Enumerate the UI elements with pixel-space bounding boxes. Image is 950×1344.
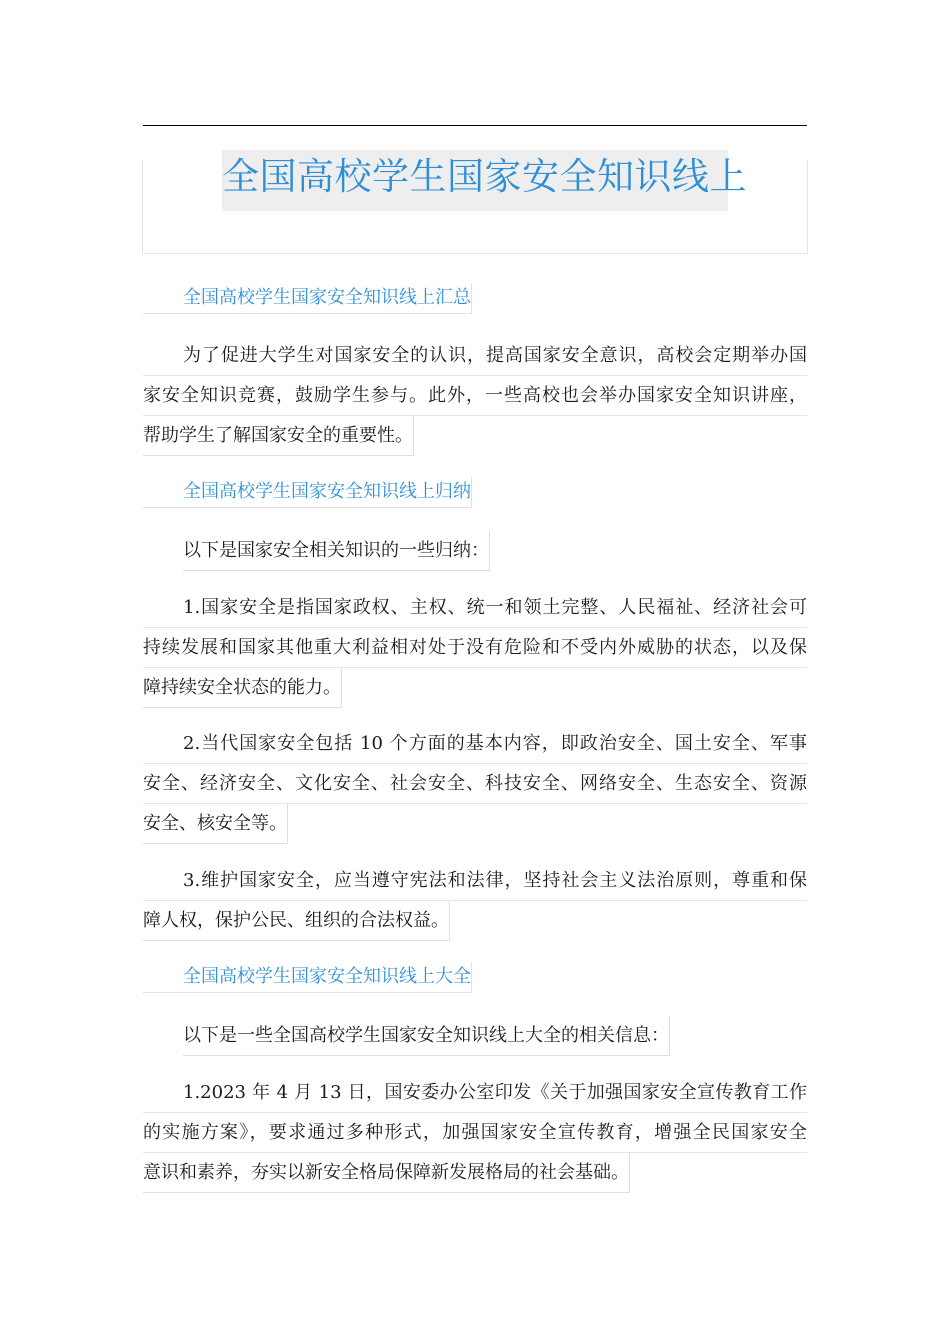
- paragraph-line: 为了促进大学生对国家安全的认识，提高国家安全意识，高校会定期举办国: [143, 336, 807, 376]
- paragraph-line: 1.2023 年 4 月 13 日，国安委办公室印发《关于加强国家安全宣传教育工作: [143, 1073, 807, 1113]
- section-heading-summary: 全国高校学生国家安全知识线上汇总: [143, 283, 472, 314]
- paragraph-line: 安全、核安全等。: [143, 804, 288, 844]
- paragraph-line: 持续发展和国家其他重大利益相对处于没有危险和不受内外威胁的状态，以及保: [143, 628, 807, 668]
- paragraph: [143, 588, 807, 708]
- paragraph-line: 障人权，保护公民、组织的合法权益。: [143, 901, 450, 941]
- section-heading-induction: 全国高校学生国家安全知识线上归纳: [143, 477, 472, 508]
- paragraph-line: 帮助学生了解国家安全的重要性。: [143, 416, 414, 456]
- paragraph-line: 障持续安全状态的能力。: [143, 668, 342, 708]
- section-heading-complete: 全国高校学生国家安全知识线上大全: [143, 962, 472, 993]
- paragraph-line: 家安全知识竞赛，鼓励学生参与。此外，一些高校也会举办国家安全知识讲座，: [143, 376, 807, 416]
- paragraph-line: 安全、经济安全、文化安全、社会安全、科技安全、网络安全、生态安全、资源: [143, 764, 807, 804]
- paragraph: [143, 531, 807, 571]
- paragraph-line: 意识和素养，夯实以新安全格局保障新发展格局的社会基础。: [143, 1153, 630, 1193]
- header-rule: [143, 125, 807, 126]
- paragraph-line: 的实施方案》，要求通过多种形式，加强国家安全宣传教育，增强全民国家安全: [143, 1113, 807, 1153]
- paragraph: [143, 1016, 807, 1056]
- paragraph: [143, 861, 807, 941]
- paragraph-line: 2.当代国家安全包括 10 个方面的基本内容，即政治安全、国土安全、军事: [143, 724, 807, 764]
- paragraph-line: 以下是国家安全相关知识的一些归纳：: [183, 531, 490, 571]
- paragraph: [143, 724, 807, 844]
- paragraph-line: 1.国家安全是指国家政权、主权、统一和领土完整、人民福祉、经济社会可: [143, 588, 807, 628]
- paragraph-line: 以下是一些全国高校学生国家安全知识线上大全的相关信息：: [183, 1016, 670, 1056]
- paragraph: [143, 336, 807, 456]
- paragraph: [143, 1073, 807, 1193]
- paragraph-line: 3.维护国家安全，应当遵守宪法和法律，坚持社会主义法治原则，尊重和保: [143, 861, 807, 901]
- document-title: 全国高校学生国家安全知识线上: [222, 150, 728, 211]
